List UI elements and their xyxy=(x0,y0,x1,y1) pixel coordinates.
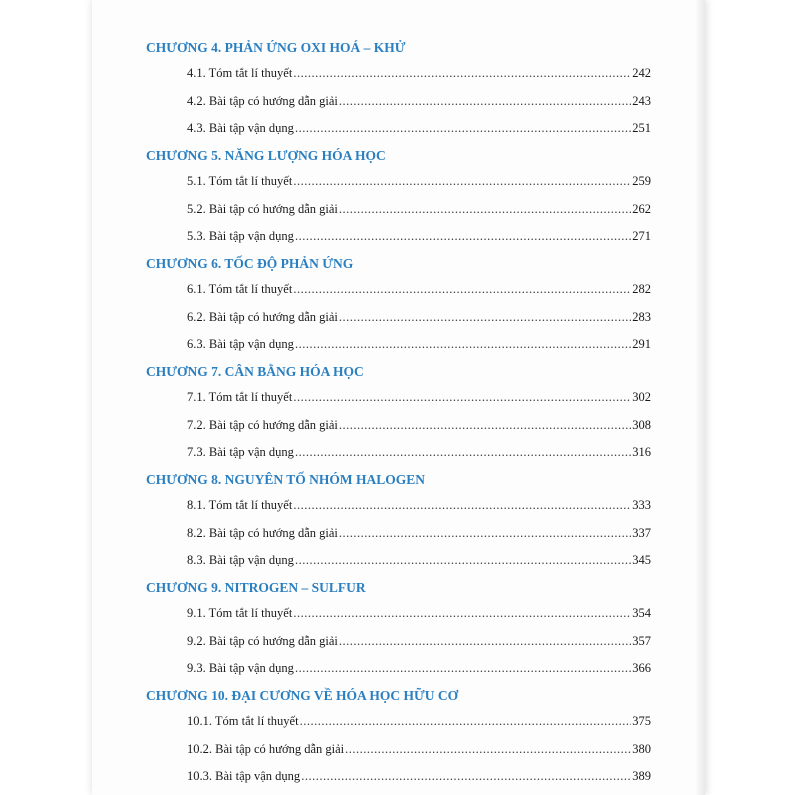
toc-page-number: 243 xyxy=(632,94,651,108)
chapter-heading: CHƯƠNG 6. TỐC ĐỘ PHẢN ỨNG xyxy=(146,256,354,271)
toc-page-number: 271 xyxy=(632,229,651,243)
toc-entry[interactable] xyxy=(187,174,651,189)
toc-entry-label: 10.2. Bài tập có hướng dẫn giải xyxy=(187,742,345,756)
toc-entry[interactable] xyxy=(187,661,651,676)
dot-leader xyxy=(345,742,631,757)
toc-entry-label: 7.3. Bài tập vận dụng xyxy=(187,445,294,459)
toc-page-number: 291 xyxy=(632,337,651,351)
toc-entry-label: 4.1. Tóm tắt lí thuyết xyxy=(187,66,293,80)
toc-entry-label: 7.2. Bài tập có hướng dẫn giải xyxy=(187,418,338,432)
dot-leader xyxy=(293,174,631,189)
chapter-heading: CHƯƠNG 9. NITROGEN – SULFUR xyxy=(146,580,366,595)
dot-leader xyxy=(301,769,631,784)
toc-entry[interactable] xyxy=(187,337,651,352)
dot-leader xyxy=(295,553,631,568)
toc-entry[interactable] xyxy=(187,742,651,757)
toc-entry-label: 8.3. Bài tập vận dụng xyxy=(187,553,294,567)
toc-page-number: 308 xyxy=(632,418,651,432)
toc-page-number: 375 xyxy=(632,714,651,728)
toc-entry[interactable] xyxy=(187,202,651,217)
toc-page-number: 337 xyxy=(632,526,651,540)
chapter-heading: CHƯƠNG 10. ĐẠI CƯƠNG VỀ HÓA HỌC HỮU CƠ xyxy=(146,688,459,703)
toc-entry[interactable] xyxy=(187,121,651,136)
toc-entry-label: 5.2. Bài tập có hướng dẫn giải xyxy=(187,202,338,216)
toc-entry-label: 9.2. Bài tập có hướng dẫn giải xyxy=(187,634,338,648)
dot-leader xyxy=(295,337,631,352)
toc-entry-label: 9.1. Tóm tắt lí thuyết xyxy=(187,606,293,620)
toc-page-number: 333 xyxy=(632,498,651,512)
book-page xyxy=(92,0,705,795)
dot-leader xyxy=(295,229,631,244)
dot-leader xyxy=(293,66,631,81)
toc-entry-label: 6.3. Bài tập vận dụng xyxy=(187,337,294,351)
dot-leader xyxy=(339,202,631,217)
toc-entry-label: 10.3. Bài tập vận dụng xyxy=(187,769,301,783)
toc-entry[interactable] xyxy=(187,282,651,297)
toc-page-number: 316 xyxy=(632,445,651,459)
toc-entry[interactable] xyxy=(187,445,651,460)
dot-leader xyxy=(295,445,631,460)
toc-entry-label: 6.2. Bài tập có hướng dẫn giải xyxy=(187,310,338,324)
chapter-heading: CHƯƠNG 8. NGUYÊN TỐ NHÓM HALOGEN xyxy=(146,472,426,487)
toc-entry[interactable] xyxy=(187,418,651,433)
toc-entry-label: 8.2. Bài tập có hướng dẫn giải xyxy=(187,526,338,540)
dot-leader xyxy=(339,526,631,541)
toc-entry[interactable] xyxy=(187,229,651,244)
dot-leader xyxy=(295,121,631,136)
toc-entry-label: 6.1. Tóm tắt lí thuyết xyxy=(187,282,293,296)
toc-entry-label: 7.1. Tóm tắt lí thuyết xyxy=(187,390,293,404)
toc-entry[interactable] xyxy=(187,390,651,405)
toc-entry-label: 4.3. Bài tập vận dụng xyxy=(187,121,294,135)
dot-leader xyxy=(293,498,631,513)
dot-leader xyxy=(339,634,631,649)
chapter-heading: CHƯƠNG 4. PHẢN ỨNG OXI HOÁ – KHỬ xyxy=(146,40,406,55)
toc-entry[interactable] xyxy=(187,634,651,649)
toc-page-number: 302 xyxy=(632,390,651,404)
toc-entry-label: 4.2. Bài tập có hướng dẫn giải xyxy=(187,94,338,108)
dot-leader xyxy=(293,282,631,297)
toc-entry[interactable] xyxy=(187,498,651,513)
toc-page-number: 380 xyxy=(632,742,651,756)
chapter-heading: CHƯƠNG 7. CÂN BẰNG HÓA HỌC xyxy=(146,364,364,379)
toc-entry[interactable] xyxy=(187,526,651,541)
page-edge-shadow xyxy=(695,0,705,795)
chapter-heading: CHƯƠNG 5. NĂNG LƯỢNG HÓA HỌC xyxy=(146,148,386,163)
toc-entry-label: 8.1. Tóm tắt lí thuyết xyxy=(187,498,293,512)
toc-entry-label: 5.1. Tóm tắt lí thuyết xyxy=(187,174,293,188)
toc-entry[interactable] xyxy=(187,769,651,784)
toc-entry[interactable] xyxy=(187,714,651,729)
toc-entry-label: 9.3. Bài tập vận dụng xyxy=(187,661,294,675)
toc-entry[interactable] xyxy=(187,66,651,81)
toc-page-number: 283 xyxy=(632,310,651,324)
dot-leader xyxy=(295,661,631,676)
toc-page-number: 389 xyxy=(632,769,651,783)
toc-page-number: 262 xyxy=(632,202,651,216)
toc-entry[interactable] xyxy=(187,310,651,325)
dot-leader xyxy=(293,606,631,621)
dot-leader xyxy=(339,418,631,433)
dot-leader xyxy=(300,714,632,729)
toc-entry-label: 10.1. Tóm tắt lí thuyết xyxy=(187,714,299,728)
dot-leader xyxy=(339,94,631,109)
toc-page-number: 282 xyxy=(632,282,651,296)
toc-entry[interactable] xyxy=(187,553,651,568)
toc-page-number: 242 xyxy=(632,66,651,80)
toc-entry[interactable] xyxy=(187,94,651,109)
toc-page-number: 251 xyxy=(632,121,651,135)
dot-leader xyxy=(293,390,631,405)
toc-page-number: 357 xyxy=(632,634,651,648)
toc-page-number: 345 xyxy=(632,553,651,567)
toc-entry[interactable] xyxy=(187,606,651,621)
toc-page-number: 354 xyxy=(632,606,651,620)
toc-page-number: 366 xyxy=(632,661,651,675)
dot-leader xyxy=(339,310,631,325)
toc-entry-label: 5.3. Bài tập vận dụng xyxy=(187,229,294,243)
toc-page-number: 259 xyxy=(632,174,651,188)
